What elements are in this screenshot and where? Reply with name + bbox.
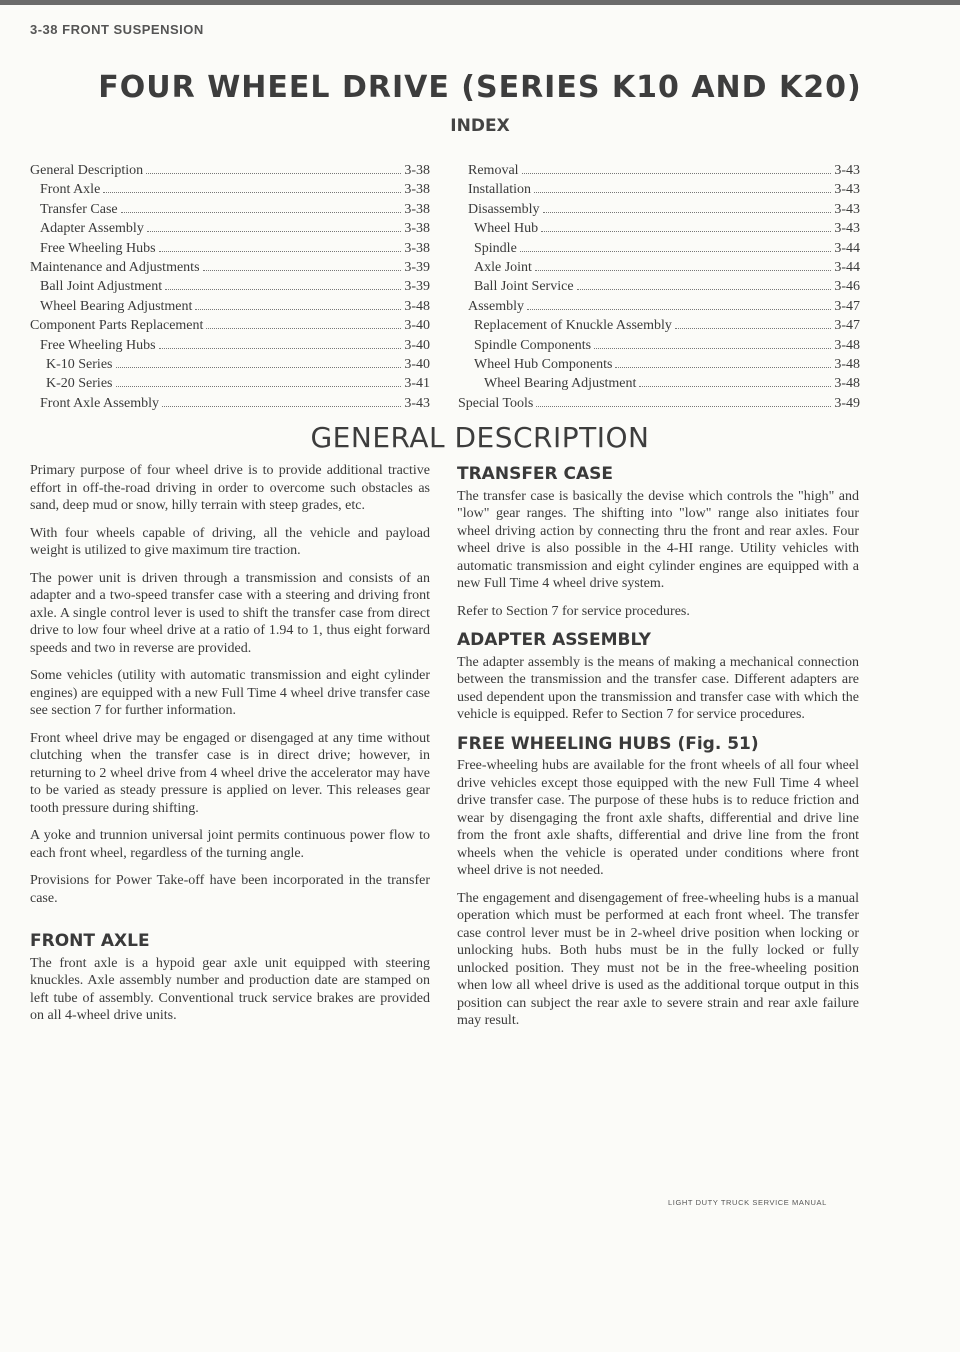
index-entry-page: 3-48 xyxy=(834,337,860,353)
dot-leader xyxy=(675,316,831,329)
paragraph: Front wheel drive may be engaged or disengaged at any time without clutching when the transfer case is in direct drive; however, in returning to 2 wheel drive from 4 wheel drive the accelerator may have to be varied as steady pressure is applied on lever. This releases gear tooth pressure during shifting. xyxy=(30,730,430,816)
index-entry xyxy=(30,297,430,316)
index-entry xyxy=(30,336,430,355)
paragraph: The power unit is driven through a transmission and consists of an adapter and a two-speed transfer case with a steering and driving front axle. A single control lever is used to shift the transfer case from direct drive to low four wheel drive at a ratio of 1.94 to 1, thus eight forward speeds and two in reverse are provided. xyxy=(30,570,430,656)
index-entry-label: Wheel Bearing Adjustment xyxy=(40,298,193,314)
dot-leader xyxy=(615,355,831,368)
index-entry xyxy=(458,200,860,219)
index-entry xyxy=(458,355,860,374)
index-entry-label: Wheel Hub xyxy=(474,221,539,237)
dot-leader xyxy=(165,277,401,290)
paragraph: Provisions for Power Take-off have been incorporated in the transfer case. xyxy=(30,873,430,906)
index-entry-page: 3-38 xyxy=(404,240,430,256)
index-entry xyxy=(30,180,430,199)
dot-leader xyxy=(147,219,402,232)
index-entry-page: 3-43 xyxy=(834,182,860,198)
index-entry xyxy=(458,394,860,413)
paragraph: A yoke and trunnion universal joint permits continuous power flow to each front wheel, regardless of the turning angle. xyxy=(30,828,430,861)
index-entry xyxy=(30,258,430,277)
index-entry-label: Maintenance and Adjustments xyxy=(30,260,200,276)
index-entry-label: Free Wheeling Hubs xyxy=(40,240,156,256)
index-entry-label: Ball Joint Service xyxy=(474,279,574,295)
dot-leader xyxy=(535,258,831,271)
index-entry xyxy=(30,200,430,219)
right-text-column xyxy=(457,466,859,1040)
index-entry-page: 3-47 xyxy=(834,318,860,334)
index-entry-label: Ball Joint Adjustment xyxy=(40,279,163,295)
dot-leader xyxy=(577,277,832,290)
index-entry-label: Front Axle Assembly xyxy=(40,395,160,411)
index-entry xyxy=(458,297,860,316)
left-text-column xyxy=(30,462,430,1035)
index-entry-page: 3-43 xyxy=(834,163,860,178)
section-title: GENERAL DESCRIPTION xyxy=(310,421,650,454)
page-title: FOUR WHEEL DRIVE (SERIES K10 AND K20) xyxy=(98,70,862,105)
index-entry xyxy=(30,219,430,238)
index-entry-page: 3-43 xyxy=(834,201,860,217)
dot-leader xyxy=(639,374,831,387)
index-heading: INDEX xyxy=(450,116,510,136)
dot-leader xyxy=(116,355,402,368)
index-entry xyxy=(458,277,860,296)
index-entry xyxy=(458,239,860,258)
page-header: 3-38 FRONT SUSPENSION xyxy=(30,22,204,37)
paragraph: The adapter assembly is the means of making a mechanical connection between the transmission and the transfer case. Different adapters are used dependent upon the transmission and transfer case with which the vehicle is equipped. Refer to Section 7 for service procedures. xyxy=(457,654,859,722)
dot-leader xyxy=(522,161,832,174)
index-entry-label: Component Parts Replacement xyxy=(30,318,204,334)
index-entry-label: Wheel Hub Components xyxy=(474,357,613,373)
index-entry-label: Replacement of Knuckle Assembly xyxy=(474,318,672,334)
index-entry-label: Spindle xyxy=(474,240,517,256)
dot-leader xyxy=(594,336,831,349)
paragraph: Refer to Section 7 for service procedures. xyxy=(457,603,690,619)
index-entry-page: 3-46 xyxy=(834,279,860,295)
index-entry xyxy=(458,336,860,355)
top-rule xyxy=(0,0,960,5)
dot-leader xyxy=(159,336,402,349)
index-entry-page: 3-48 xyxy=(404,298,430,314)
heading-front-axle: FRONT AXLE xyxy=(30,931,150,951)
index-entry-page: 3-41 xyxy=(404,376,430,392)
dot-leader xyxy=(543,200,832,213)
index-left-column xyxy=(30,161,430,413)
dot-leader xyxy=(520,239,832,252)
index-entry-page: 3-40 xyxy=(404,357,430,373)
index-entry-page: 3-39 xyxy=(404,279,430,295)
index-entry xyxy=(458,316,860,335)
dot-leader xyxy=(536,394,831,407)
dot-leader xyxy=(103,180,401,193)
index-entry-page: 3-40 xyxy=(404,337,430,353)
index-entry-label: K-20 Series xyxy=(46,376,113,392)
index-entry-page: 3-38 xyxy=(404,201,430,217)
dot-leader xyxy=(527,297,831,310)
index-entry-page: 3-43 xyxy=(834,221,860,237)
heading-free-wheeling-hubs: FREE WHEELING HUBS (Fig. 51) xyxy=(457,733,759,754)
index-entry xyxy=(458,374,860,393)
index-entry-label: Wheel Bearing Adjustment xyxy=(484,376,637,392)
index-entry xyxy=(458,258,860,277)
dot-leader xyxy=(206,316,401,329)
index-entry-page: 3-40 xyxy=(404,318,430,334)
index-entry-label: Spindle Components xyxy=(474,337,592,353)
index-entry-label: Special Tools xyxy=(458,395,534,411)
paragraph: Primary purpose of four wheel drive is to provide additional tractive effort in off-the-road driving in order to overcome such obstacles as sand, deep mud or snow, hilly terrain with steep grades, etc. xyxy=(30,463,430,513)
index-entry-label: Axle Joint xyxy=(474,260,532,276)
index-entry xyxy=(30,394,430,413)
index-entry-page: 3-38 xyxy=(404,182,430,198)
index-entry-label: K-10 Series xyxy=(46,357,113,373)
index-entry-label: Front Axle xyxy=(40,182,101,198)
index-entry xyxy=(30,161,430,180)
index-entry xyxy=(30,239,430,258)
index-entry-page: 3-44 xyxy=(834,260,860,276)
index-entry-label: Adapter Assembly xyxy=(40,221,144,237)
dot-leader xyxy=(116,374,402,387)
index-entry-page: 3-47 xyxy=(834,298,860,314)
footer-manual-title: LIGHT DUTY TRUCK SERVICE MANUAL xyxy=(668,1198,827,1207)
index-entry xyxy=(458,161,860,180)
dot-leader xyxy=(203,258,402,271)
index-entry-label: Installation xyxy=(468,182,531,198)
index-entry-page: 3-44 xyxy=(834,240,860,256)
index-entry-label: Assembly xyxy=(468,298,524,314)
index-entry xyxy=(30,355,430,374)
dot-leader xyxy=(195,297,401,310)
index-entry xyxy=(30,316,430,335)
index-entry-page: 3-43 xyxy=(404,395,430,411)
index-entry-page: 3-49 xyxy=(834,395,860,411)
index-entry xyxy=(30,277,430,296)
dot-leader xyxy=(121,200,402,213)
index-entry-page: 3-39 xyxy=(404,260,430,276)
dot-leader xyxy=(541,219,831,232)
index-entry xyxy=(458,219,860,238)
index-entry-label: Free Wheeling Hubs xyxy=(40,337,156,353)
paragraph: The engagement and disengagement of free-wheeling hubs is a manual operation which must be performed at each front wheel. The transfer case control lever must be in 2-wheel drive position when locking or unlocking hubs. Both hubs must be in the fully locked or fully unlocked position. They must not be in the free-wheeling position when low all wheel drive is used as the additional torque output in this position can subject the rear axle to severe strain and rear axle failure may result. xyxy=(457,890,859,1028)
index-entry xyxy=(30,374,430,393)
index-entry-page: 3-48 xyxy=(834,376,860,392)
dot-leader xyxy=(146,161,401,174)
paragraph: Free-wheeling hubs are available for the front wheels of all four wheel drive vehicles except those equipped with the new Full Time 4 wheel drive transfer case. The purpose of these hubs is to reduce friction and wear by disengaging the front axle shafts, differential and drive line from the front axle shafts, differential and drive line from the front wheels when the vehicle is operated under conditions where front wheel drive is not needed. xyxy=(457,758,859,878)
dot-leader xyxy=(159,239,402,252)
index-entry-page: 3-48 xyxy=(834,357,860,373)
dot-leader xyxy=(162,394,401,407)
index-entry-label: Removal xyxy=(468,163,519,178)
paragraph: With four wheels capable of driving, all the vehicle and payload weight is utilized to give maximum tire traction. xyxy=(30,525,430,558)
paragraph: Some vehicles (utility with automatic transmission and eight cylinder engines) are equipped with a new Full Time 4 wheel drive transfer case see section 7 for further information. xyxy=(30,668,430,718)
index-entry-label: Disassembly xyxy=(468,201,540,217)
heading-adapter-assembly: ADAPTER ASSEMBLY xyxy=(457,630,651,650)
index-entry xyxy=(458,180,860,199)
index-entry-page: 3-38 xyxy=(404,221,430,237)
index-entry-label: Transfer Case xyxy=(40,201,118,217)
index-right-column xyxy=(458,161,860,413)
dot-leader xyxy=(534,180,831,193)
index-entry-page: 3-38 xyxy=(404,163,430,178)
paragraph: The front axle is a hypoid gear axle unit equipped with steering knuckles. Axle assembly number and production date are stamped on left tube of assembly. Conventional truck service brakes are provided on all 4-wheel drive units. xyxy=(30,955,430,1023)
index-entry-label: General Description xyxy=(30,163,144,178)
heading-transfer-case: TRANSFER CASE xyxy=(457,464,614,484)
paragraph: The transfer case is basically the devise which controls the "high" and "low" gear ranges. The shifting into "low" range also initiates four wheel driving action by connecting thru the front and rear axles. Four wheel drive is also possible in the 4-HI range. Utility vehicles with automatic transmission and eight cylinder engines are equipped with a new Full Time 4 wheel drive system. xyxy=(457,488,859,591)
